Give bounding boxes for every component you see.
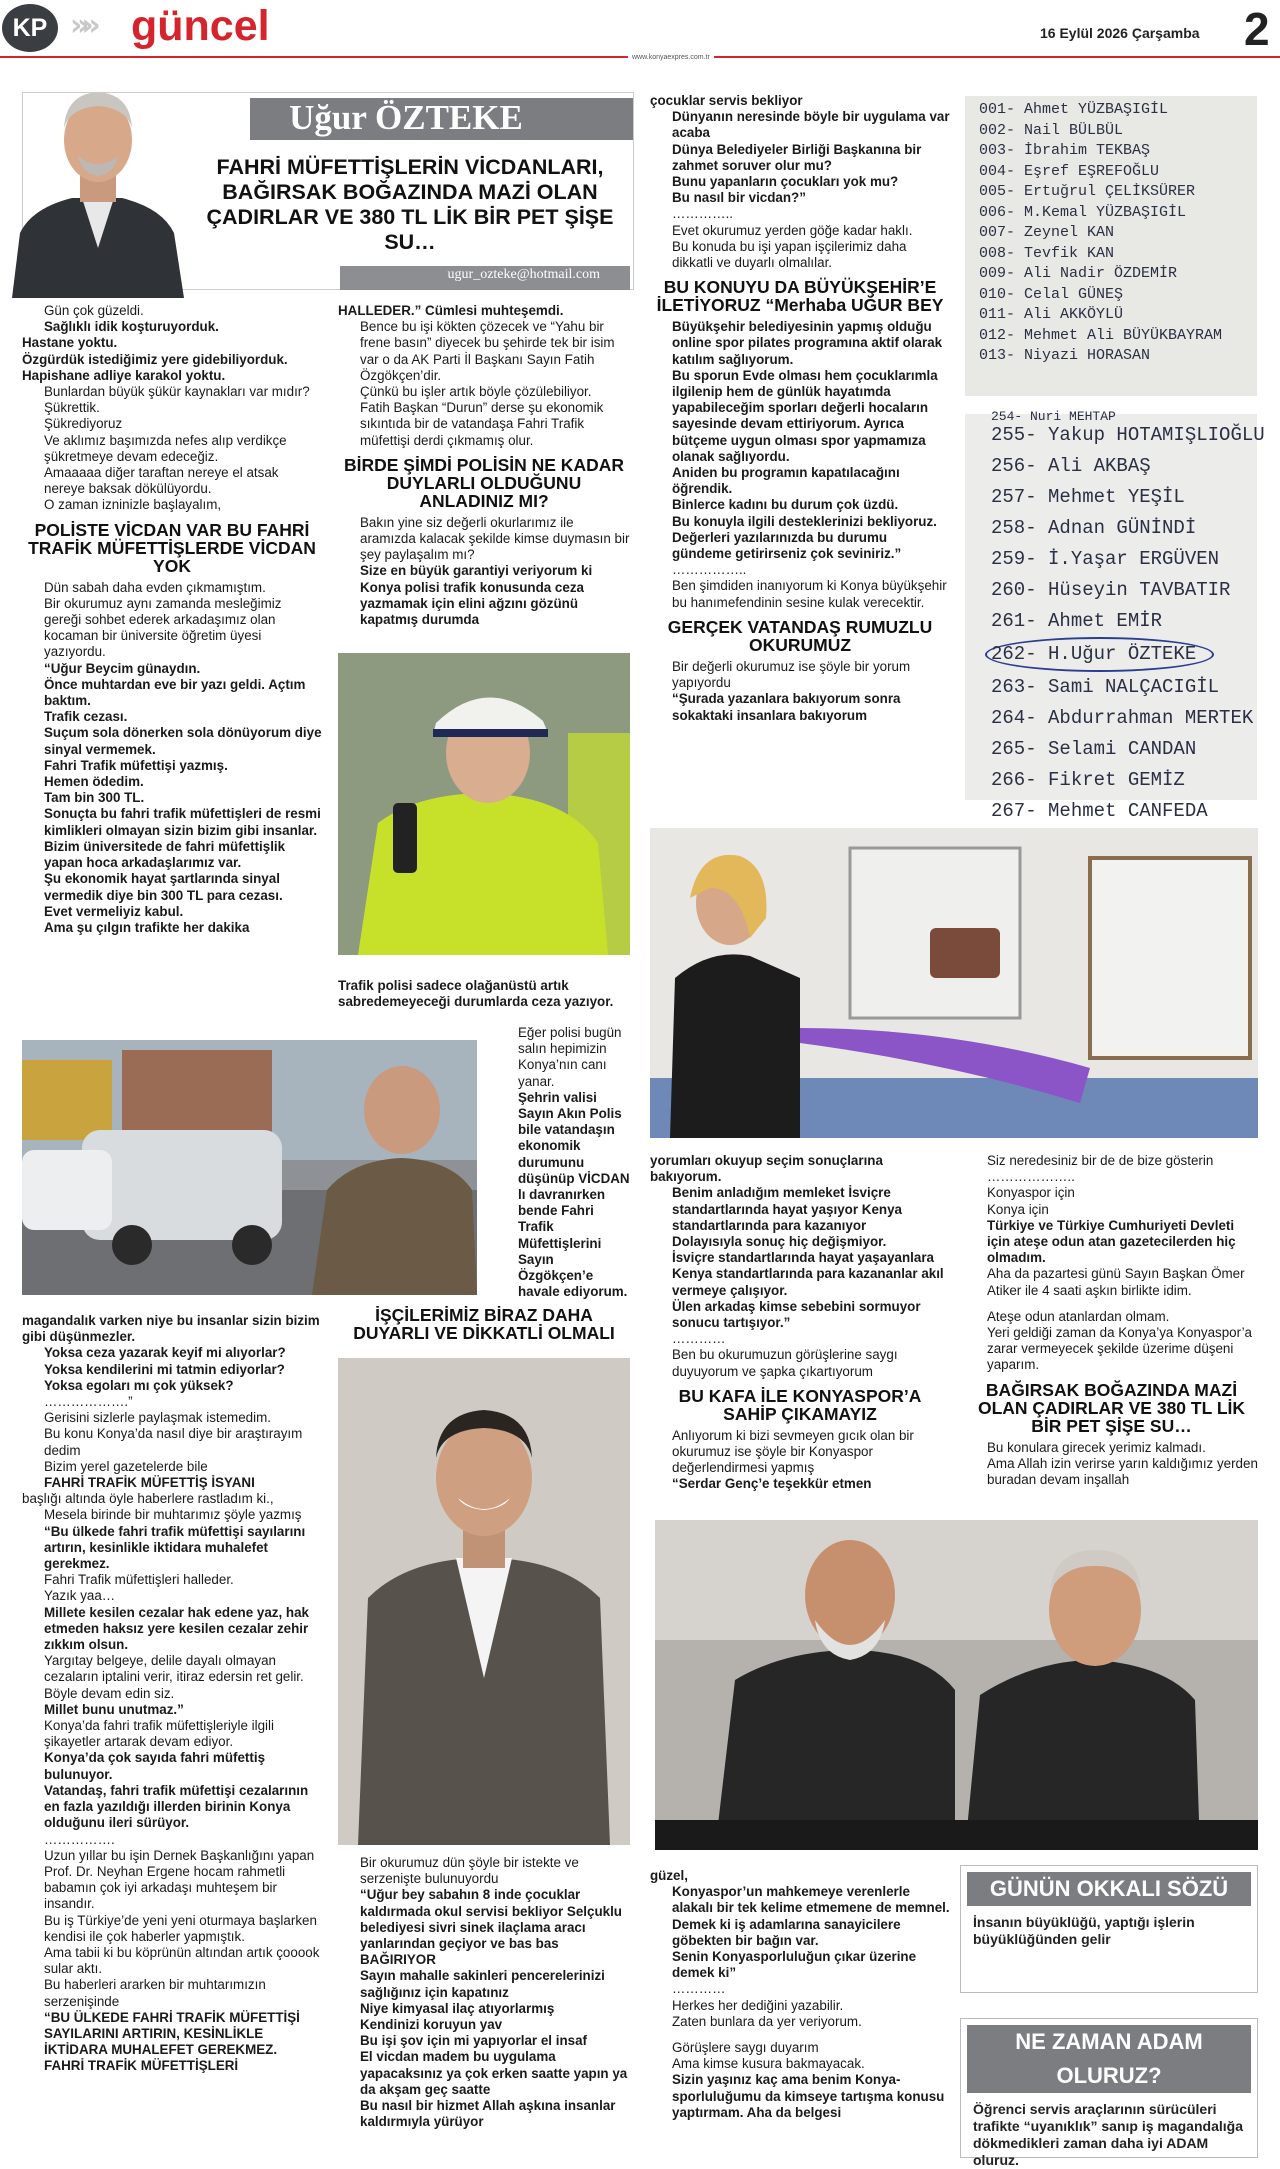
list1-entry	[965, 305, 1257, 326]
col3d-paragraph: Dolayısıyla sonuç hiç değişmiyor.	[672, 1234, 887, 1250]
col1b-paragraph: Fahri Trafik müfettişi yazmış.	[44, 757, 228, 773]
col1a-paragraph: Gün çok güzeldi.	[44, 303, 144, 318]
col1c-paragraph: FAHRİ TRAFİK MÜFETTİŞLERİ	[44, 2058, 239, 2074]
paper-logo: KP	[2, 4, 58, 52]
list1-entry-text: 009- Ali Nadir ÖZDEMİR	[979, 265, 1178, 282]
col4-subhead-1: BAĞIRSAK BOĞAZINDA MAZİ OLAN ÇADIRLAR VE 380 TL LİK BİR PET ŞİŞE SU…	[977, 1379, 1246, 1436]
col4b-paragraph: Ama Allah izin verirse yarın kaldığımız yerden buradan devam inşallah	[987, 1455, 1258, 1488]
col1b-paragraph: Suçum sola dönerken sola dönüyorum diye sinyal vermemek.	[44, 725, 322, 757]
col3f-paragraph: Sizin yaşınız kaç ama benim Konya-sporluluğumu da kimseye tartışma konusu yaptırmam. Aha da belgesi	[672, 2072, 945, 2120]
col1b-paragraph: Ama şu çılgın trafikte her dakika	[44, 919, 250, 935]
col3a-paragraph: Bu konuda bu işi yapan işçilerimiz daha dikkatli ve duyarlı olmalılar.	[672, 238, 907, 271]
list1-entry-text: 012- Mehmet Ali BÜYÜKBAYRAM	[979, 326, 1223, 344]
col3b-paragraph: Bu sporun Evde olması hem çocuklarımla ilgilenip hem de günlük hayatımda yapabileceğim sporları değerli hocaların sayesinde devam ettiriyorum. Ayrıca bütçeme uygun olması spor yapmamıza olanak sağlıyordu.	[672, 367, 938, 464]
col3-block-b	[650, 319, 950, 611]
list2-entry	[965, 672, 1257, 703]
col1b-paragraph: Trafik cezası.	[44, 709, 128, 725]
col2a-paragraph: Bence bu işi kökten çözecek ve “Yahu bir frene basın” diyecek bu şehirde tek bir isim var o da AK Parti İl Başkanı Sayın Fatih Özgökçen’dir.	[360, 319, 615, 383]
column-2-bottom	[338, 1855, 630, 2155]
list1-entry	[965, 162, 1257, 183]
column-1-top	[22, 303, 322, 1033]
column-3-mid	[650, 1153, 950, 1513]
list2-entry-text: 261- Ahmet EMİR	[991, 610, 1163, 632]
list1-entry	[965, 100, 1257, 121]
col3f-paragraph: …………	[672, 1981, 726, 1997]
list1-entry	[965, 223, 1257, 244]
col2a-paragraph: Çünkü bu işler artık böyle çözülebiliyor.	[360, 384, 592, 400]
col4a-paragraph: Yeri geldiği zaman da Konya’ya Konyaspor’a zarar vermeyecek şekilde üzerime düşeni yaparım.	[987, 1325, 1253, 1373]
col3-block-e	[650, 1428, 950, 1493]
list2-entry	[965, 482, 1257, 513]
col1c-paragraph: FAHRİ TRAFİK MÜFETTİŞ İSYANI	[44, 1475, 255, 1491]
col2-subhead-1: BİRDE ŞİMDİ POLİSİN NE KADAR DUYLARLI OLDUĞUNU ANLADINIZ MI?	[343, 454, 625, 511]
col3-block-c	[650, 659, 950, 724]
col1c-paragraph: “BU ÜLKEDE FAHRİ TRAFİK MÜFETTİŞİ SAYILARINI ARTIRIN, KESİNLİKLE İKTİDARA MUHALEFET GEREKMEZ.	[44, 2009, 300, 2058]
col4a-paragraph: Aha da pazartesi günü Sayın Başkan Ömer Atiker ile 4 saati aşkın birlikte idim.	[987, 1266, 1245, 1298]
col2b-paragraph: Size en büyük garantiyi veriyorum ki Konya polisi trafik konusunda ceza yazmamak için elini ağzını gözünü kapatmış durumda	[360, 563, 593, 628]
col3-subhead-2: GERÇEK VATANDAŞ RUMUZLU OKURUMUZ	[667, 616, 933, 655]
page-number: 2	[1244, 3, 1270, 55]
list1-entry-text: 007- Zeynel KAN	[979, 224, 1115, 241]
column-1-bottom	[22, 1313, 322, 2158]
col1c-paragraph: magandalık varken niye bu insanlar sizin bizim gibi düşünmezler.	[22, 1313, 320, 1345]
list1-entry-text: 006- M.Kemal YÜZBAŞIGİL	[979, 203, 1187, 221]
col3a-paragraph: Bunu yapanların çocukları yok mu?	[672, 174, 899, 190]
list2-entry	[965, 637, 1257, 672]
street-photo	[22, 1040, 477, 1295]
col1c-paragraph: Yoksa ceza yazarak keyif mi alıyorlar?	[44, 1345, 286, 1361]
col3-block-a	[650, 93, 950, 271]
konyaspor-meeting-photo	[655, 1520, 1258, 1850]
col2d-paragraph: Sayın mahalle sakinleri pencerelerinizi sağlığınız için kapatınız	[360, 1968, 605, 2000]
col3-block-d	[650, 1153, 950, 1380]
col1c-paragraph: Gerisini sizlerle paylaşmak istemedim.	[44, 1410, 271, 1426]
list2-entry-text: 258- Adnan GÜNİNDİ	[991, 517, 1197, 539]
col1c-paragraph: Mesela birinde bir muhtarımız şöyle yazmış	[44, 1507, 302, 1523]
col3d-paragraph: Ülen arkadaş kimse sebebini sormuyor sonucu tartışıyor.”	[672, 1298, 921, 1331]
col1b-paragraph: Sonuçta bu fahri trafik müfettişleri de resmi kimlikleri olmayan sizin bizim gibi insanlar.	[44, 806, 321, 838]
col3a-paragraph: Dünya Belediyeler Birliği Başkanına bir zahmet soruver olur mu?	[672, 141, 922, 173]
col1c-paragraph: Bizim yerel gazetelerde bile	[44, 1458, 208, 1474]
col1b-paragraph: Tam bin 300 TL.	[44, 790, 145, 806]
col4b-paragraph: Bu konulara girecek yerimiz kalmadı.	[987, 1439, 1206, 1455]
list1-entry	[965, 326, 1257, 347]
col2d-paragraph: Niye kimyasal ilaç atıyorlarmış	[360, 2000, 555, 2016]
list1-entry	[965, 141, 1257, 162]
pilates-photo	[650, 828, 1258, 1138]
issue-date: 16 Eylül 2026 Çarşamba	[1040, 25, 1200, 41]
col3b-paragraph: Binlerce kadını bu durum çok üzdü.	[672, 497, 899, 513]
list1-entry	[965, 182, 1257, 203]
column-2-mid	[496, 1025, 630, 1300]
col2d-paragraph: “Uğur bey sabahın 8 inde çocuklar kaldırmada okul servisi bekliyor Selçuklu belediyesi sivri sinek ilaçlama aracı yanlarından geçiyor ve bas bas BAĞIRIYOR	[360, 1887, 622, 1968]
col2d-paragraph: Kendinizi koruyun yav	[360, 2017, 503, 2033]
col3f-paragraph: Herkes her dediğini yazabilir.	[672, 1997, 844, 2013]
col2d-paragraph: El vicdan madem bu uygulama yapacaksınız ya çok erken saatte yapın ya da akşam geç saatte	[360, 2049, 628, 2097]
col3d-paragraph: İsviçre standartlarında hayat yaşayanlara Kenya standartlarında para kazananlar akıl vermeye çalışıyor.	[672, 1250, 944, 1298]
col1-block-b	[22, 580, 322, 936]
list1-entry-text: 013- Niyazi HORASAN	[979, 347, 1151, 364]
col1b-paragraph: Önce muhtardan eve bir yazı geldi. Açtım baktım.	[44, 676, 306, 709]
col3a-paragraph: Evet okurumuz yerden göğe kadar haklı.	[672, 222, 913, 238]
col2-photo-caption: Trafik polisi sadece olağanüstü artık sabredemeyeceği durumlarda ceza yazıyor.	[338, 978, 614, 1010]
author-email: ugur_ozteke@hotmail.com	[340, 266, 630, 290]
quote-box-adam-text: Öğrenci servis araçlarının sürücüleri trafikte “uyanıklık” sanıp iş magandalığa dökmedikleri zaman daha iyi ADAM oluruz.	[973, 2101, 1243, 2168]
col4a-paragraph: Ateşe odun atanlardan olmam.	[987, 1308, 1170, 1324]
col1a-paragraph: Özgürdük istediğimiz yere gidebiliyorduk. Hapishane adliye karakol yoktu.	[22, 351, 288, 383]
list-2-cut-line: 254- Nuri MEHTAP	[991, 410, 1116, 420]
list2-entry	[965, 703, 1257, 734]
col1c-paragraph: Bu konu Konya’da nasıl diye bir araştırayım dedim	[44, 1426, 303, 1458]
list2-entry	[965, 420, 1265, 451]
column-2-top	[338, 303, 630, 653]
col3b-paragraph: Bu konuyla ilgili desteklerinizi bekliyoruz. Değerleri yazılarınızda bu durumu gündeme getirirseniz çok seviniriz.”	[672, 513, 937, 562]
list2-entry-text: 260- Hüseyin TAVBATIR	[991, 579, 1231, 601]
list2-entry	[965, 513, 1257, 544]
list2-entry	[965, 734, 1257, 765]
col3d-paragraph: yorumları okuyup seçim sonuçlarına bakıyorum.	[650, 1153, 883, 1185]
col1b-paragraph: Şu ekonomik hayat şartlarında sinyal vermedik diye bin 300 TL para cezası.	[44, 871, 283, 903]
quote-box-adam-title: NE ZAMAN ADAM OLURUZ?	[967, 2025, 1251, 2093]
col3f-paragraph: Ama kimse kusura bakmayacak.	[672, 2056, 865, 2072]
quote-box-adam	[960, 2018, 1258, 2168]
list2-entry-text: 259- İ.Yaşar ERGÜVEN	[991, 548, 1220, 570]
col1c-paragraph: Yargıtay belgeye, delile dayalı olmayan cezaların iptalini verir, itiraz edersin ret gelir.	[44, 1653, 304, 1685]
quote-box-day-text: İnsanın büyüklüğü, yaptığı işlerin büyüklüğünden gelir	[973, 1914, 1195, 1947]
col4-block-a	[965, 1153, 1258, 1374]
col4a-paragraph: Konyaspor için	[987, 1185, 1075, 1201]
list2-entry-text: 257- Mehmet YEŞİL	[991, 486, 1185, 508]
col1b-paragraph: Dün sabah daha evden çıkmamıştım.	[44, 579, 266, 595]
col3b-paragraph: Aniden bu programın kapatılacağını öğrendik.	[672, 465, 900, 497]
col3f-paragraph: güzel,	[650, 1868, 688, 1883]
article-headline: FAHRİ MÜFETTİŞLERİN VİCDANLARI, BAĞIRSAK BOĞAZINDA MAZİ OLAN ÇADIRLAR VE 380 TL LİK BİR PET ŞİŞE SU…	[206, 155, 614, 254]
col2d-paragraph: Bu nasıl bir hizmet Allah aşkına insanlar kaldırmıyla yürüyor	[360, 2098, 616, 2130]
col2b-paragraph: Bakın yine siz değerli okurlarımız ile aramızda kalacak şekilde kimse duymasın bir şey paylaşalım mı?	[360, 514, 630, 563]
col1c-paragraph: Konya’da çok sayıda fahri müfettiş bulunuyor.	[44, 1750, 266, 1782]
list2-entry	[965, 451, 1257, 482]
chevrons-icon: »»	[70, 8, 93, 43]
col4a-paragraph: Konya için	[987, 1201, 1049, 1217]
col2d-paragraph: Bu işi şov için mi yapıyorlar el insaf	[360, 2033, 587, 2049]
col1c-paragraph: Böyle devam edin siz.	[44, 1685, 175, 1701]
column-4	[965, 1153, 1258, 1498]
col1b-paragraph: “Uğur Beycim günaydın.	[44, 660, 201, 676]
col3-subhead-3: BU KAFA İLE KONYASPOR’A SAHİP ÇIKAMAYIZ	[678, 1385, 922, 1424]
col2-block-b	[338, 515, 630, 628]
site-url: www.konyaexpres.com.tr	[628, 53, 714, 62]
list2-entry-text: 265- Selami CANDAN	[991, 738, 1197, 760]
list2-entry-text: 266- Fikret GEMİZ	[991, 769, 1185, 791]
list1-entry-text: 001- Ahmet YÜZBAŞIGİL	[979, 101, 1169, 118]
col1c-paragraph: Vatandaş, fahri trafik müfettişi cezalarının en fazla yazıldığı illerden birinin Konya olduğunu ileri sürüyor.	[44, 1782, 309, 1831]
col1b-paragraph: Bizim üniversitede de fahri müfettişlik yapan hoca arkadaşlarımız var.	[44, 838, 286, 871]
col1c-paragraph: Konya’da fahri trafik müfettişleriyle ilgili şikayetler artarak devam ediyor.	[44, 1718, 274, 1750]
list1-entry-text: 010- Celal GÜNEŞ	[979, 285, 1124, 303]
col4a-paragraph	[965, 1299, 1258, 1309]
col1b-paragraph: Evet vermeliyiz kabul.	[44, 903, 184, 919]
col3d-paragraph: …………	[672, 1331, 726, 1347]
col1c-paragraph: Bu haberleri ararken bir muhtarımızın serzenişinde	[44, 1977, 266, 2009]
col1c-paragraph: Millet bunu unutmaz.”	[44, 1701, 184, 1717]
list1-entry	[965, 264, 1257, 285]
membership-list-1	[965, 96, 1257, 396]
col3b-paragraph: Büyükşehir belediyesinin yapmış olduğu online spor pilates programına aktif olarak katılım sağlıyorum.	[672, 319, 943, 367]
col3c-paragraph: “Şurada yazanlara bakıyorum sonra sokaktaki insanlara bakıyorum	[672, 691, 901, 723]
col3f-paragraph: Konyaspor’un mahkemeye verenlerle alakalı bir tek kelime etmemene de memnel.	[672, 1884, 950, 1916]
list1-entry	[965, 121, 1257, 142]
list2-entry-text: 262- H.Uğur ÖZTEKE	[985, 637, 1214, 672]
col1a-paragraph: Amaaaaa diğer taraftan nereye el atsak nereye baksak dökülüyordu.	[44, 465, 279, 497]
column-3-bottom	[650, 1868, 950, 2158]
col1a-paragraph: Şükrediyoruz	[44, 416, 123, 432]
col3e-paragraph: Anlıyorum ki bizi sevmeyen gıcık olan bir okurumuz ise şöyle bir Konyaspor değerlendirmesi yapmış	[672, 1427, 914, 1476]
list2-entry	[965, 606, 1257, 637]
list1-entry-text: 005- Ertuğrul ÇELİKSÜRER	[979, 183, 1196, 200]
col2d-paragraph: Bir okurumuz dün şöyle bir istekte ve serzenişte bulunuyordu	[360, 1855, 579, 1887]
col3f-paragraph	[650, 2030, 950, 2040]
quote-box-day-title: GÜNÜN OKKALI SÖZÜ	[967, 1872, 1251, 1906]
list1-entry-text: 008- Tevfik KAN	[979, 244, 1115, 262]
column-3-top	[650, 93, 950, 818]
col1-subhead-1: POLİSTE VİCDAN VAR BU FAHRİ TRAFİK MÜFETTİŞLERDE VİCDAN YOK	[28, 519, 316, 576]
col2-subhead-2: İŞÇİLERİMİZ BİRAZ DAHA DUYARLI VE DİKKATLİ OLMALI	[353, 1305, 615, 1343]
list2-entry	[965, 544, 1257, 575]
list2-entry-text: 255- Yakup HOTAMIŞLIOĞLU	[991, 424, 1265, 446]
list1-entry	[965, 244, 1257, 265]
list2-entry-text: 256- Ali AKBAŞ	[991, 455, 1151, 477]
col1b-paragraph: Hemen ödedim.	[44, 774, 144, 790]
col2-subhead-2-wrap	[338, 1302, 630, 1354]
col3c-paragraph: Bir değerli okurumuz ise şöyle bir yorum yapıyordu	[672, 658, 911, 691]
author-photo	[2, 48, 192, 298]
author-name: Uğur ÖZTEKE	[289, 98, 523, 137]
col1a-paragraph: Şükrettik.	[44, 400, 100, 416]
col1c-paragraph: Uzun yıllar bu işin Dernek Başkanlığını yapan Prof. Dr. Neyhan Ergene hocam rahmetli babamın çok iyi arkadaşı muhteşem bir insandır.	[44, 1847, 315, 1912]
list1-entry-text: 004- Eşref EŞREFOĞLU	[979, 162, 1160, 180]
col1c-paragraph: Fahri Trafik müfettişleri halleder.	[44, 1572, 234, 1588]
official-photo	[338, 1358, 630, 1845]
col3a-paragraph: çocuklar servis bekliyor	[650, 93, 803, 108]
col3f-paragraph: Demek ki iş adamlarına sanayicilere göbekten bir bağın var.	[672, 1916, 901, 1948]
col3d-paragraph: Ben bu okurumuzun görüşlerine saygı duyuyorum ve şapka çıkartıyorum	[672, 1347, 898, 1379]
col2a-paragraph: HALLEDER.” Cümlesi muhteşemdi.	[338, 303, 564, 318]
col3f-paragraph: Görüşlere saygı duyarım	[672, 2040, 819, 2056]
col1a-paragraph: Ve aklımız başımızda nefes alıp verdikçe şükretmeye devam edeceğiz.	[44, 432, 287, 464]
col1b-paragraph: Bir okurumuz aynı zamanda mesleğimiz gereği sohbet ederek arkadaşımız olan kocaman bir üniversite öğretim üyesi yazıyordu.	[44, 595, 282, 660]
list1-entry	[965, 285, 1257, 306]
col3a-paragraph: Dünyanın neresinde böyle bir uygulama var acaba	[672, 109, 950, 141]
col3d-paragraph: Benim anladığım memleket İsviçre standartlarında hayat yaşıyor Kenya standartlarında para kazanıyor	[672, 1185, 902, 1233]
col4a-paragraph: Siz neredesiniz bir de de bize gösterin	[987, 1153, 1214, 1168]
membership-list-2	[965, 410, 1265, 822]
col3b-paragraph: ……………..	[672, 562, 747, 578]
col1a-paragraph: O zaman izninizle başlayalım,	[44, 497, 222, 513]
col1c-paragraph: “Bu ülkede fahri trafik müfettişi sayılarını artırın, kesinlikle iktidara muhalefet gerekmez.	[44, 1523, 306, 1572]
traffic-police-photo	[338, 653, 630, 955]
col2a-paragraph: Fatih Başkan “Durun” derse şu ekonomik sıkıntıda bir de vatandaşa Fahri Trafik müfettişi derdi çıkmamış olur.	[360, 400, 604, 448]
list2-entry	[965, 575, 1257, 606]
list-1-items	[965, 96, 1257, 367]
col2c-paragraph: Eğer polisi bugün salın hepimizin Konya’nın canı yanar.	[518, 1025, 622, 1089]
col1c-paragraph: Yoksa kendilerini mi tatmin ediyorlar?	[44, 1361, 285, 1377]
col3a-paragraph: Bu nasıl bir vicdan?”	[672, 190, 806, 206]
list1-entry-text: 011- Ali AKKÖYLÜ	[979, 306, 1124, 323]
list2-entry-text: 264- Abdurrahman MERTEK	[991, 707, 1254, 729]
col2c-paragraph: Şehrin valisi Sayın Akın Polis bile vatandaşın ekonomik durumunu düşünüp VİCDAN lı davranırken bende Fahri Trafik Müfettişlerini Sayın Özgökçen’e havale ediyorum.	[518, 1089, 630, 1300]
col1c-paragraph: …………….	[44, 1831, 115, 1847]
col3a-paragraph: …………..	[672, 206, 734, 222]
col1c-paragraph: ……………….”	[44, 1394, 133, 1410]
col3-subhead-1: BU KONUYU DA BÜYÜKŞEHİR’E İLETİYORUZ “Merhaba UĞUR BEY	[656, 277, 944, 316]
col2-block-a	[338, 303, 630, 449]
col1c-paragraph: Yoksa egoları mı çok yüksek?	[44, 1377, 234, 1393]
col3f-paragraph: Zaten bunlara da yer veriyorum.	[672, 2013, 862, 2029]
col1c-paragraph: Millete kesilen cezalar hak edene yaz, hak etmeden haksız yere kesilen cezalar zehir zıkkım olsun.	[44, 1604, 309, 1653]
list1-entry	[965, 203, 1257, 224]
list2-entry	[965, 796, 1257, 827]
col1c-paragraph: Bu iş Türkiye’de yeni yeni oturmaya başlarken kendisi ile çok haberler yapmıştık.	[44, 1912, 317, 1944]
col4a-paragraph: Türkiye ve Türkiye Cumhuriyeti Devleti için ateşe odun atan gazetecilerden hiç olmadım.	[987, 1217, 1236, 1266]
list2-entry	[965, 765, 1257, 796]
col3e-paragraph: “Serdar Genç’e teşekkür etmen	[672, 1476, 872, 1492]
col4a-paragraph: ………………..	[987, 1169, 1075, 1185]
col1a-paragraph: Hastane yoktu.	[22, 335, 118, 351]
list-2-items	[965, 420, 1265, 858]
section-title: güncel	[131, 2, 270, 50]
col1c-paragraph: Ama tabii ki bu köprünün altından artık çooook sular aktı.	[44, 1944, 320, 1977]
col1a-paragraph: Sağlıklı idik koşturuyorduk.	[44, 319, 219, 335]
quote-box-day	[960, 1865, 1258, 1993]
col1-block-a	[22, 303, 322, 514]
col1c-paragraph: başlığı altında öyle haberlere rastladım ki.,	[22, 1491, 274, 1507]
list2-entry-text: 267- Mehmet CANFEDA	[991, 800, 1208, 822]
list1-entry-text: 003- İbrahim TEKBAŞ	[979, 142, 1151, 159]
list1-entry-text: 002- Nail BÜLBÜL	[979, 121, 1124, 139]
list2-entry-text: 263- Sami NALÇACIGİL	[991, 676, 1220, 698]
col1a-paragraph: Bunlardan büyük şükür kaynakları var mıdır?	[44, 384, 310, 400]
col4-block-b	[965, 1440, 1258, 1489]
col1c-paragraph: Yazık yaa…	[44, 1588, 116, 1604]
col3b-paragraph: Ben şimdiden inanıyorum ki Konya büyükşehir bu hanımefendinin sesine kulak verecektir.	[672, 578, 947, 610]
list1-entry	[965, 346, 1257, 367]
col3f-paragraph: Senin Konyasporluluğun çıkar üzerine demek ki”	[672, 1949, 917, 1981]
